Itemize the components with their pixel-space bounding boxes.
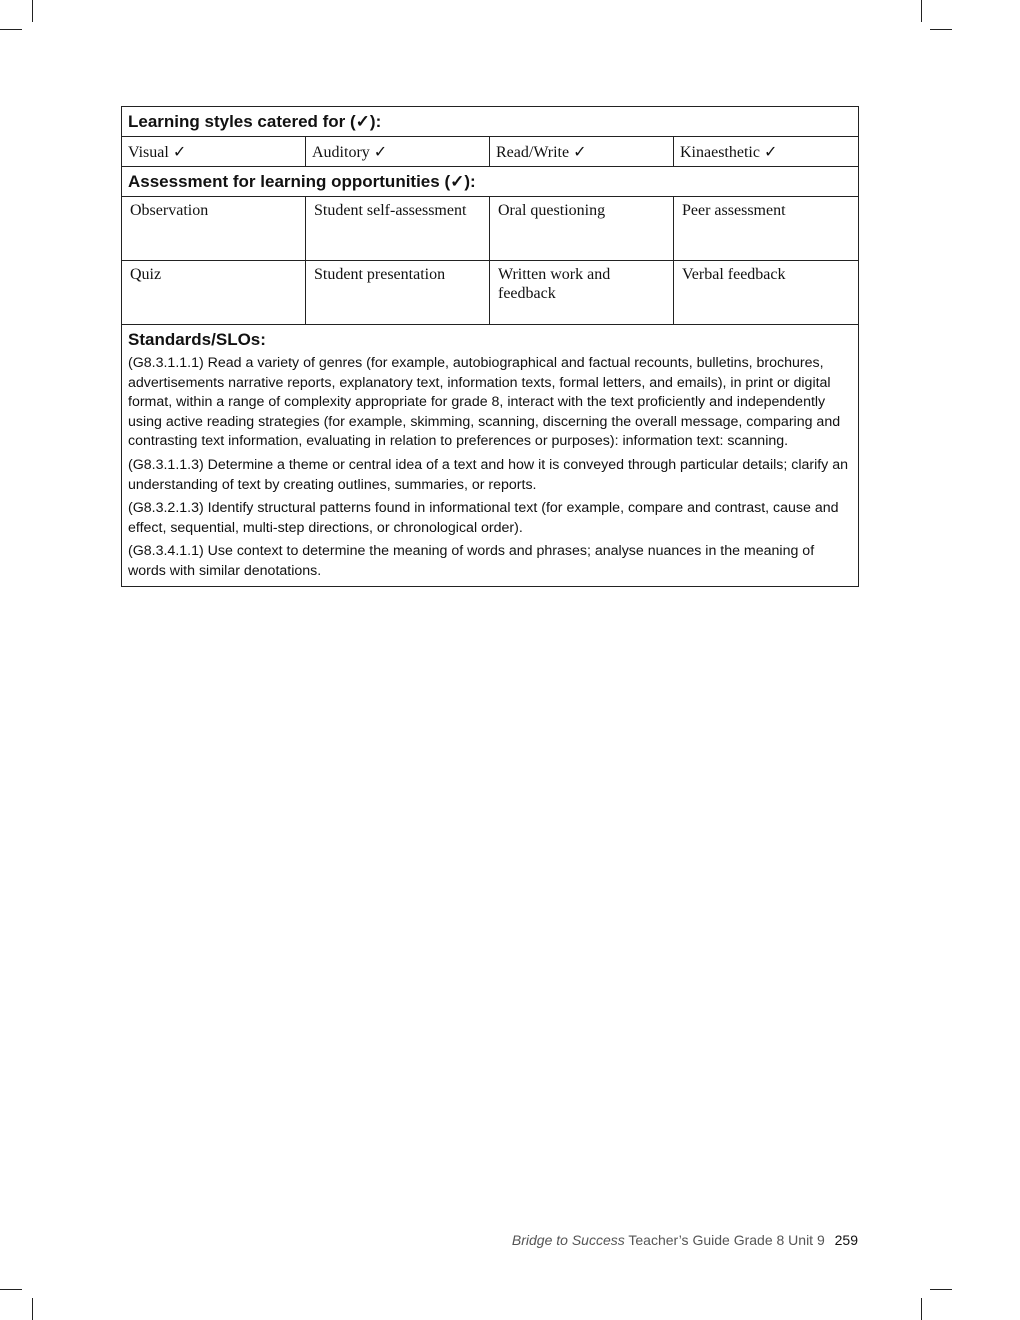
crop-mark	[32, 0, 33, 22]
crop-mark	[921, 1298, 922, 1320]
lesson-plan-table	[121, 106, 859, 587]
assessment-student-self-assessment: Student self-assessment	[306, 197, 490, 261]
assessment-row	[122, 197, 859, 261]
footer-book-title: Bridge to Success	[511, 1232, 625, 1248]
learning-style-kinaesthetic	[674, 137, 859, 167]
footer-guide-text: Teacher’s Guide Grade 8 Unit 9	[628, 1232, 825, 1248]
standards-row	[122, 325, 859, 587]
page-footer	[512, 1232, 858, 1248]
crop-mark	[930, 1289, 952, 1290]
assessment-oral-questioning: Oral questioning	[490, 197, 674, 261]
check-icon: ✓	[573, 142, 587, 161]
check-icon: ✓	[172, 142, 187, 161]
learning-style-visual	[122, 137, 306, 167]
crop-mark	[0, 1289, 22, 1290]
standard-item: (G8.3.2.1.3) Identify structural patterns found in informational text (for example, compare and contrast, cause and effect, sequential, multi-step directions, or chronological order).	[128, 500, 839, 536]
assessment-verbal-feedback: Verbal feedback	[674, 261, 859, 325]
learning-style-label: Kinaesthetic	[680, 144, 760, 161]
assessment-row	[122, 261, 859, 325]
assessment-observation: Observation	[122, 197, 306, 261]
check-icon: ✓	[763, 142, 778, 161]
learning-style-auditory	[306, 137, 490, 167]
assessment-heading: Assessment for learning opportunities (✓):	[122, 167, 859, 197]
assessment-student-presentation: Student presentation	[306, 261, 490, 325]
assessment-heading-row	[122, 167, 859, 197]
standards-cell	[122, 325, 859, 587]
learning-style-label: Read/Write	[496, 144, 570, 161]
assessment-peer-assessment: Peer assessment	[674, 197, 859, 261]
learning-styles-row	[122, 137, 859, 167]
page-number: 259	[834, 1232, 858, 1248]
learning-styles-heading: Learning styles catered for (✓):	[122, 107, 859, 137]
standard-item: (G8.3.4.1.1) Use context to determine the meaning of words and phrases; analyse nuances in the meaning of words with similar denotations.	[128, 543, 815, 579]
standard-item: (G8.3.1.1.3) Determine a theme or central idea of a text and how it is conveyed through particular details; clarify an understanding of text by creating outlines, summaries, or reports.	[128, 456, 848, 493]
assessment-quiz: Quiz	[122, 261, 306, 325]
check-icon: ✓	[373, 142, 388, 161]
standards-heading: Standards/SLOs:	[128, 330, 266, 349]
crop-mark	[930, 29, 952, 30]
learning-style-label: Auditory	[312, 144, 370, 161]
learning-styles-heading-row	[122, 107, 859, 137]
standard-item: (G8.3.1.1.1) Read a variety of genres (for example, autobiographical and factual recounts, bulletins, brochures, advertisements narrative reports, explanatory text, information texts, formal letters, and emails), in print or digital format, within a range of complexity appropriate for grade 8, interact with the text proficiently and independently using active reading strategies (for example, skimming, scanning, discerning the overall message, comparing and contrasting text information, evaluating in relation to preferences or purposes): information text: scanning.	[128, 355, 841, 450]
crop-mark	[0, 29, 22, 30]
learning-style-read-write	[490, 137, 674, 167]
assessment-written-work: Written work and feedback	[490, 261, 674, 325]
crop-mark	[32, 1298, 33, 1320]
crop-mark	[921, 0, 922, 22]
learning-style-label: Visual	[128, 144, 169, 161]
